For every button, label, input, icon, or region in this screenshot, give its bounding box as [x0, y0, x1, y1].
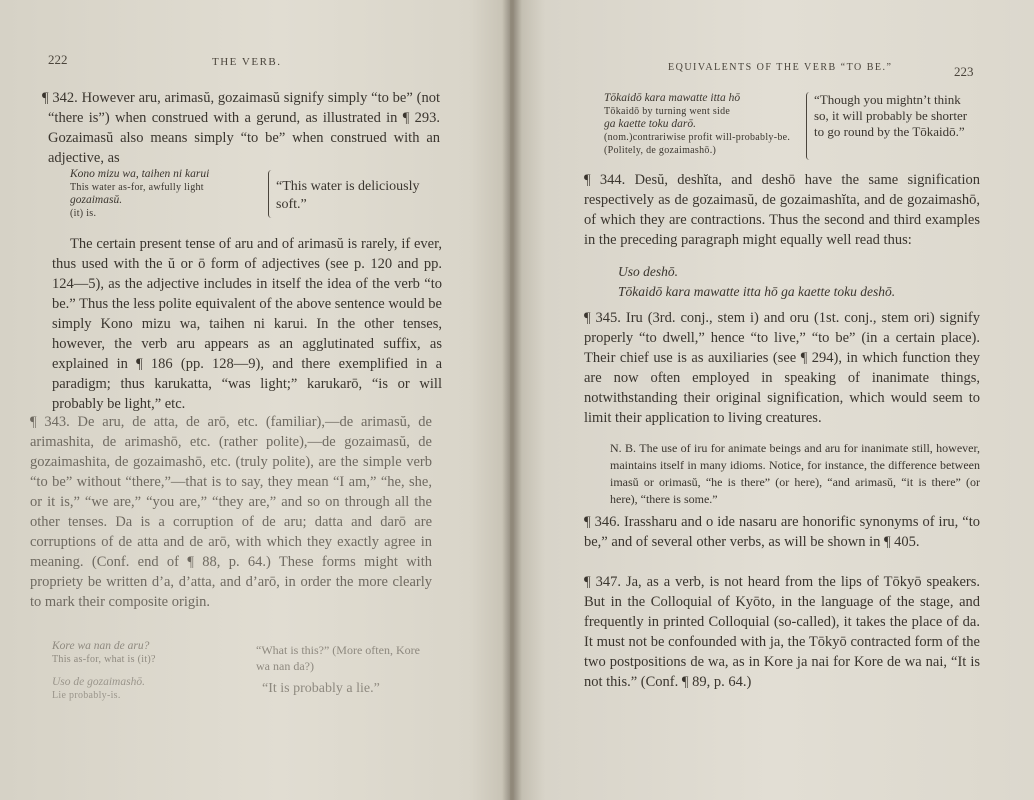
- nota-bene-note: N. B. The use of iru for animate beings and aru for inanimate still, however, maintains itself in many idioms. Notice, for instance, the difference between imasŭ or orimasŭ, “he is there” (or here), “and arimasŭ, “it is there” (or here), “there is some.”: [610, 441, 980, 506]
- example-1-brace: [268, 170, 275, 218]
- example-1-gloss-line-2: (it) is.: [70, 208, 97, 219]
- example-1-japanese-line-1: Kono mizu wa, taihen ni karui: [70, 168, 210, 180]
- right-page-number: 223: [954, 64, 974, 79]
- example-1-japanese-line-2: gozaimasŭ.: [70, 194, 123, 206]
- right-page: [514, 0, 1034, 800]
- left-page: [0, 0, 510, 800]
- top-example-brace: [806, 92, 813, 160]
- example-2-japanese: Kore wa nan de aru?: [52, 640, 150, 652]
- example-1: [70, 168, 270, 220]
- paragraph-344-example-2: Tōkaidō kara mawatte itta hō ga kaette toku deshō.: [618, 284, 896, 299]
- paragraph-344: ¶ 344. Desŭ, deshĭta, and deshō have the same signification respectively as de gozaimasŭ, de gozaimashĭta, and de gozaimashō, of which they are contractions. Thus the second and third examples in the preceding paragraph might equally well read thus:: [584, 172, 980, 248]
- paragraph-342-continued: The certain present tense of aru and of arimasŭ is rarely, if ever, thus used with the ŭ or ō form of adjectives (see p. 120 and pp. 124—5), as the adjective includes in itself the idea of the verb “to be.” Thus the less polite equivalent of the above sentence would be simply Kono mizu wa, taihen ni karui. In the other tenses, however, the verb aru appears as an agglutinated suffix, as explained in ¶ 186 (pp. 128—9), and there exemplified in a paradigm; thus karukatta, “was light;” karukarō, “is or will probably be light,” etc.: [52, 236, 442, 412]
- example-3-gloss: Lie probably-is.: [52, 690, 121, 701]
- top-example-gloss-line-3: (Politely, de gozaimashō.): [604, 145, 717, 156]
- example-1-translation: “This water is deliciously soft.”: [276, 179, 420, 212]
- example-2: [52, 640, 252, 666]
- paragraph-347: ¶ 347. Ja, as a verb, is not heard from the lips of Tōkyō speakers. But in the Colloquial of Kyōto, in the language of the stage, and frequently in printed Colloquial (so-called), it takes the place of da. It must not be confounded with ja, the Tōkyō contracted form of the two postpositions de wa, as in Kore ja nai for Kore de wa nai, “It is not this.” (Conf. ¶ 89, p. 64.): [584, 574, 980, 690]
- top-example-japanese-line-2: ga kaette toku darō.: [604, 118, 696, 130]
- paragraph-346: ¶ 346. Irassharu and o ide nasaru are honorific synonyms of iru, “to be,” and of several other verbs, as will be shown in ¶ 405.: [584, 514, 980, 550]
- paragraph-343: ¶ 343. De aru, de atta, de arō, etc. (familiar),—de arimasŭ, de arimashita, de arimashō, etc. (rather polite),—de gozaimasŭ, de gozaimashita, de gozaimashō, etc. (truly polite), are the simple verb “to be” without “there,”—that is to say, they mean “I am,” “he, she, or it is,” “we are,” “you are,” “they are,” and so on through all the other tenses. Da is a corruption of de aru; datta and darō are corruptions of de atta and de arō, with which they exactly agree in meaning. (Conf. end of ¶ 88, p. 64.) These forms might with propriety be written d’a, d’atta, and d’arō, in order the more clearly to mark their composite origin.: [30, 414, 432, 610]
- top-example: [604, 92, 804, 157]
- right-running-head: EQUIVALENTS OF THE VERB “TO BE.”: [668, 62, 893, 73]
- paragraph-342: ¶ 342. However aru, arimasŭ, gozaimasŭ signify simply “to be” (not “there is”) when construed with a gerund, as illustrated in ¶ 293. Gozaimasŭ also means simply “to be” when construed with an adjective, as: [42, 90, 440, 166]
- example-2-gloss: This as-for, what is (it)?: [52, 654, 156, 665]
- example-3: [52, 676, 252, 702]
- example-1-gloss-line-1: This water as-for, awfully light: [70, 182, 204, 193]
- top-example-translation: “Though you mightn’t think so, it will probably be shorter to go round by the Tōkaidō.”: [814, 92, 968, 139]
- left-page-number: 222: [48, 52, 68, 67]
- top-example-gloss-line-2: (nom.)contrariwise profit will-probably-be.: [604, 132, 791, 143]
- example-3-japanese: Uso de gozaimashō.: [52, 676, 145, 688]
- example-3-translation: “It is probably a lie.”: [262, 681, 380, 696]
- book-gutter: [502, 0, 522, 800]
- paragraph-345: ¶ 345. Iru (3rd. conj., stem i) and oru (1st. conj., stem ori) signify properly “to dwell,” hence “to live,” “to be” (in a certain place). Their chief use is as auxiliaries (see ¶ 294), in which function they are now often employed in speaking of inanimate things, notwithstanding their original signification, which would seem to limit their application to living creatures.: [584, 310, 980, 426]
- top-example-japanese-line-1: Tōkaidō kara mawatte itta hō: [604, 92, 741, 104]
- top-example-gloss-line-1: Tōkaidō by turning went side: [604, 106, 731, 117]
- example-2-translation: “What is this?” (More often, Kore wa nan da?): [256, 643, 420, 673]
- paragraph-344-example-1: Uso deshō.: [618, 264, 678, 279]
- left-running-head: THE VERB.: [212, 56, 282, 68]
